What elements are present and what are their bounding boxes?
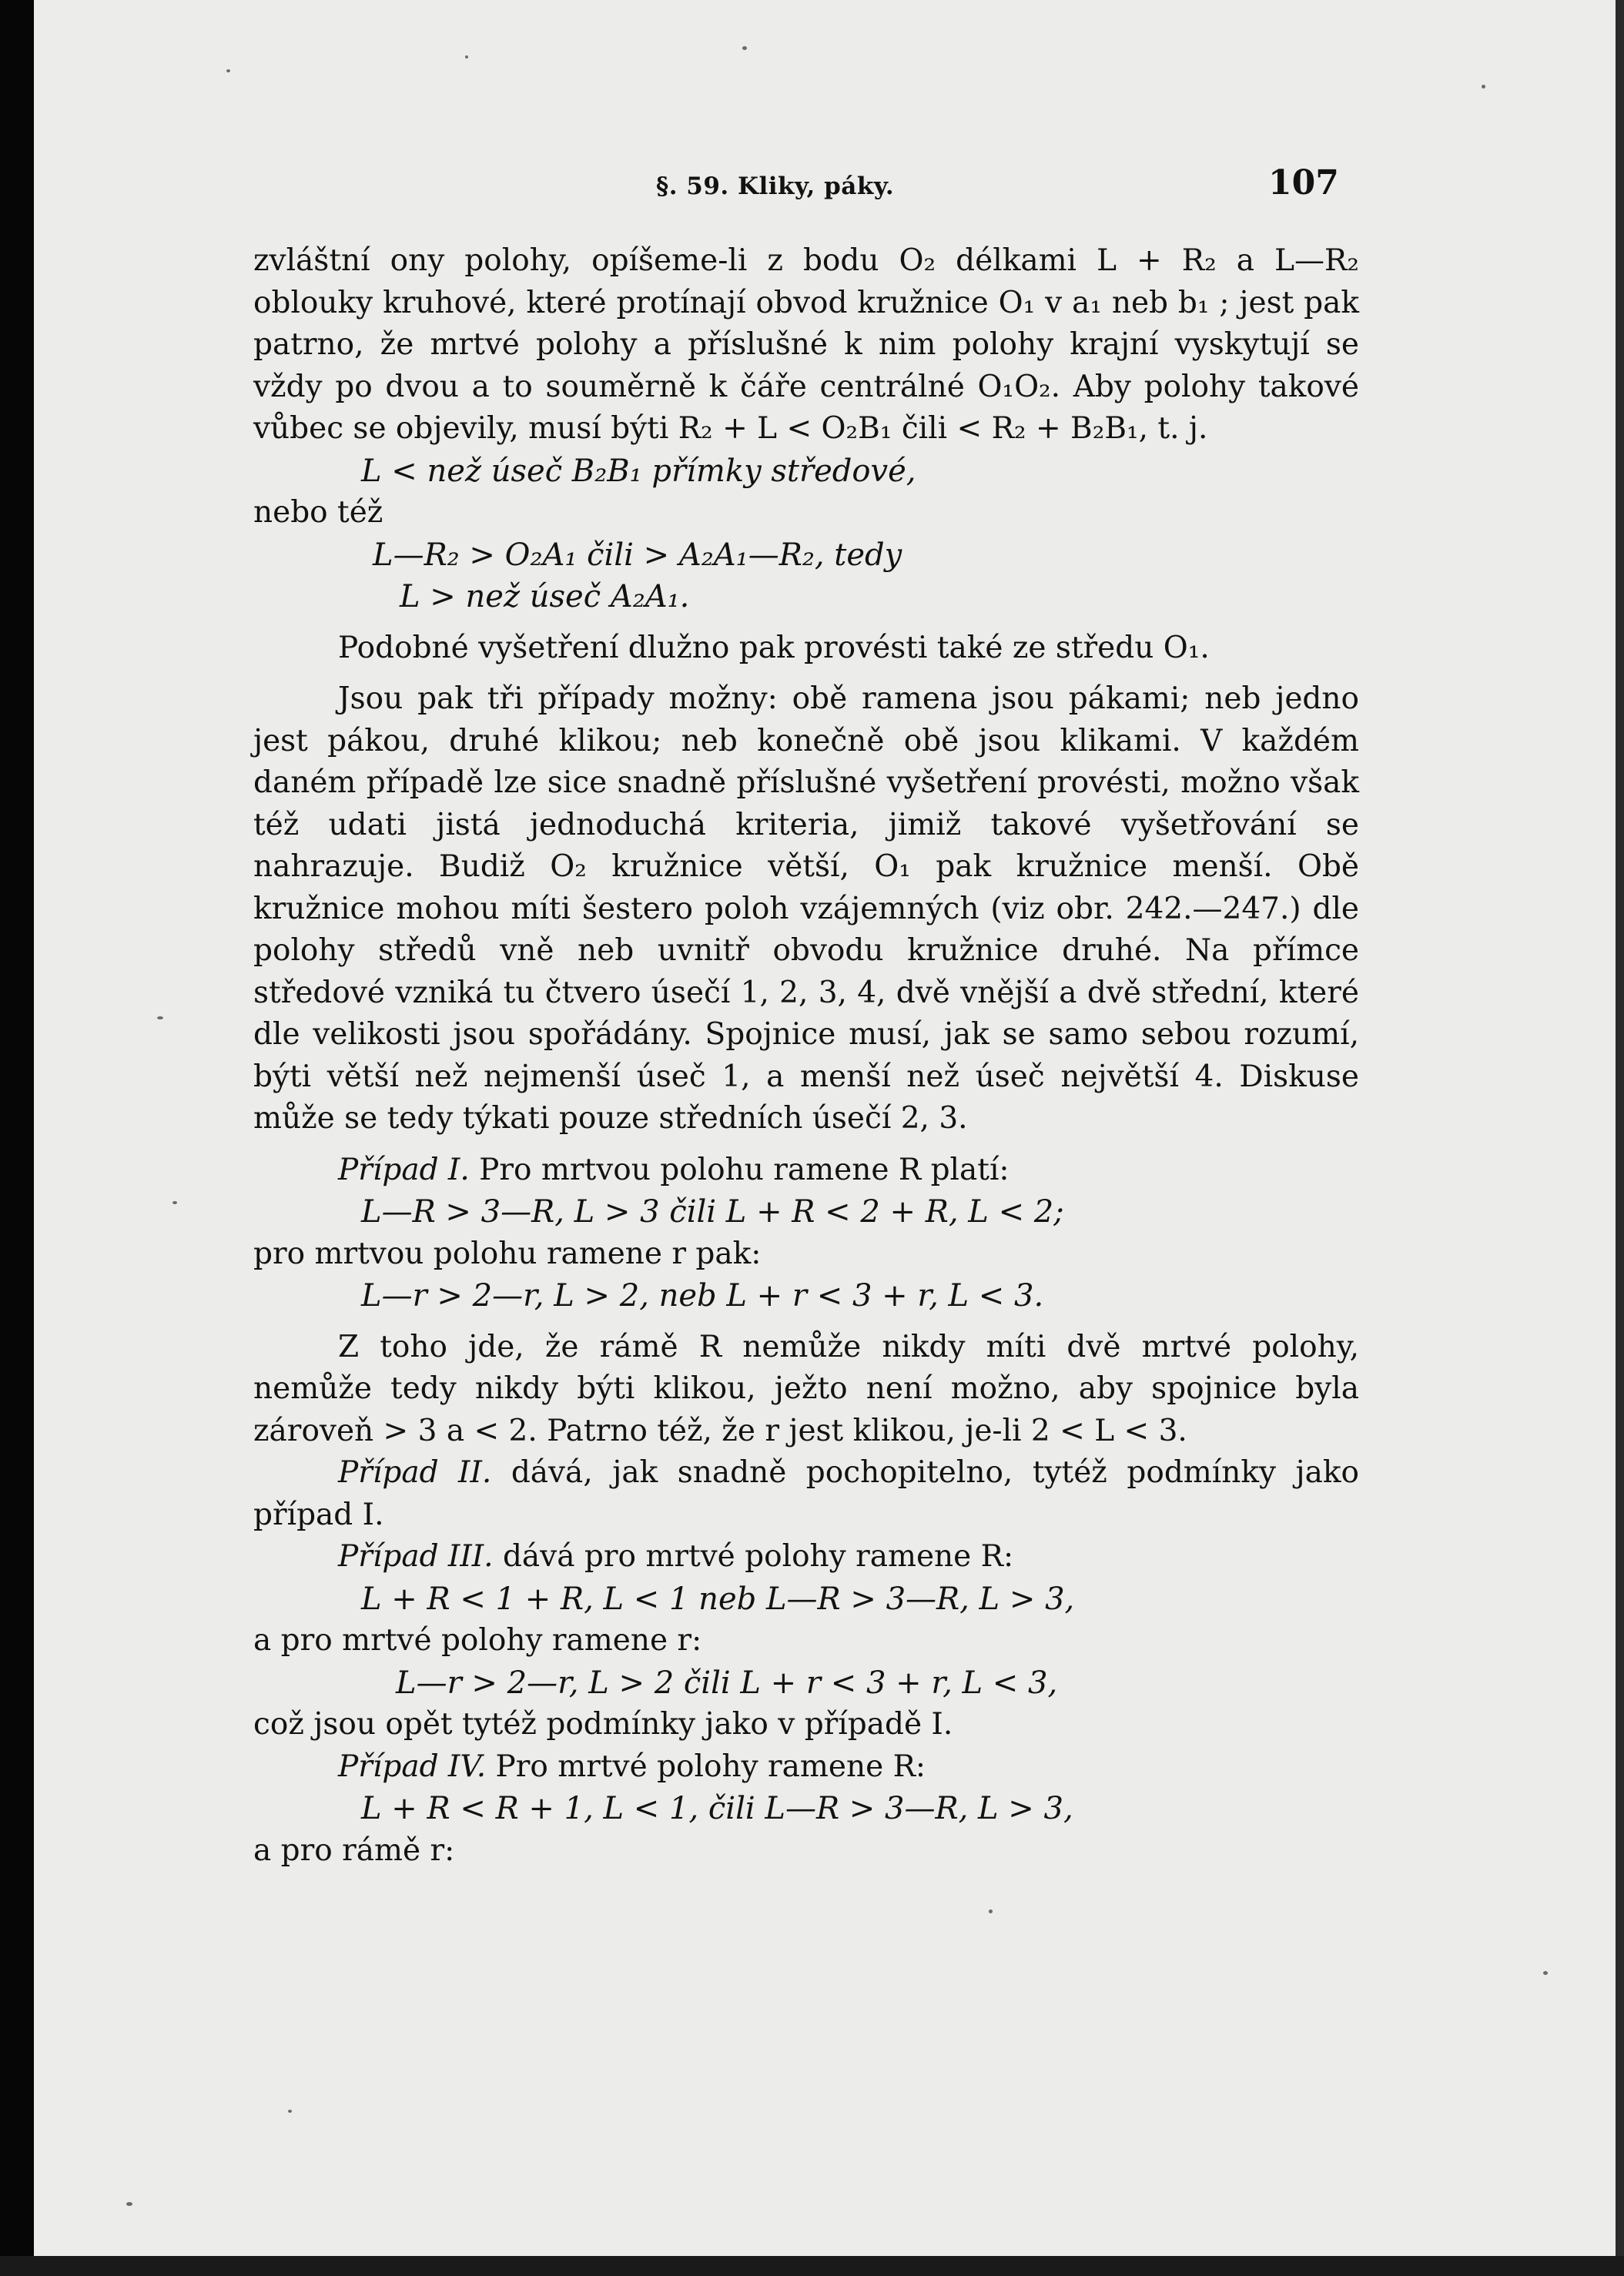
book-page <box>34 0 1616 2256</box>
paragraph-case-2 <box>253 1452 1359 1536</box>
scan-speck <box>226 69 230 72</box>
scan-speck <box>1482 85 1485 89</box>
equation-line: L + R < 1 + R, L < 1 neb L—R > 3—R, L > 3, <box>361 1581 1075 1617</box>
paragraph-case-4 <box>253 1746 1359 1789</box>
paragraph-conclusion: Z toho jde, že rámě R nemůže nikdy míti dvě mrtvé polohy, nemůže tedy nikdy býti klikou, ježto není možno, aby spojnice byla zároveň > 3 a < 2. Patrno též, že r jest klikou, je-li 2 < L < 3. <box>253 1329 1359 1448</box>
paragraph-line: nebo též <box>253 495 383 530</box>
paragraph-line: pro mrtvou polohu ramene r pak: <box>253 1236 762 1271</box>
case-heading: Případ II. <box>338 1455 492 1490</box>
paragraph-similar-examination: Podobné vyšetření dlužno pak provésti také ze středu O₁. <box>338 630 1210 665</box>
page-header <box>34 154 1616 208</box>
equation-line: L + R < R + 1, L < 1, čili L—R > 3—R, L > 3, <box>361 1791 1073 1826</box>
paragraph-case-3 <box>253 1536 1359 1578</box>
paragraph-line: což jsou opět tytéž podmínky jako v případě I. <box>253 1707 953 1742</box>
scan-bottom-border <box>0 2256 1624 2276</box>
case-heading: Případ IV. <box>338 1749 487 1784</box>
scan-left-border <box>0 0 34 2276</box>
running-head: §. 59. Kliky, páky. <box>656 172 895 200</box>
page-body <box>253 240 1359 1872</box>
scan-speck <box>1543 1971 1548 1975</box>
paragraph-line: a pro mrtvé polohy ramene r: <box>253 1623 702 1658</box>
page-number: 107 <box>1268 163 1339 202</box>
scan-speck <box>157 1016 163 1019</box>
scan-speck <box>465 55 468 59</box>
case-heading: Případ III. <box>338 1539 494 1574</box>
paragraph-three-cases: Jsou pak tři případy možny: obě ramena jsou pákami; neb jedno jest pákou, druhé klikou; neb konečně obě jsou klikami. V každém daném případě lze sice snadně příslušné vyšetření provésti, možno však též udati jistá jednoduchá kriteria, jimiž takové vyšetřování se nahrazuje. Budiž O₂ kružnice větší, O₁ pak kružnice menší. Obě kružnice mohou míti šestero poloh vzájemných (viz obr. 242.—247.) dle polohy středů vně neb uvnitř obvodu kružnice druhé. Na přímce středové vzniká tu čtvero úsečí 1, 2, 3, 4, dvě vnější a dvě střední, které dle velikosti jsou spořádány. Spojnice musí, jak se samo sebou rozumí, býti větší než nejmenší úseč 1, a menší než úseč největší 4. Diskuse může se tedy týkati pouze středních úsečí 2, 3. <box>253 681 1359 1136</box>
case-text: dává, jak snadně pochopitelno, tytéž podmínky jako případ I. <box>253 1455 1359 1532</box>
equation-line: L—r > 2—r, L > 2, neb L + r < 3 + r, L < 3. <box>361 1278 1044 1314</box>
equation-line: L—r > 2—r, L > 2 čili L + r < 3 + r, L < 3, <box>396 1665 1058 1701</box>
paragraph-line: a pro rámě r: <box>253 1833 455 1868</box>
case-text: dává pro mrtvé polohy ramene R: <box>502 1539 1014 1574</box>
paragraph-dead-positions: zvláštní ony polohy, opíšeme-li z bodu O₂ délkami L + R₂ a L—R₂ oblouky kruhové, které protínají obvod kružnice O₁ v a₁ neb b₁ ; jest pak patrno, že mrtvé polohy a příslušné k nim polohy krajní vyskytují se vždy po dvou a to souměrně k čáře centrálné O₁O₂. Aby polohy takové vůbec se objevily, musí býti R₂ + L < O₂B₁ čili < R₂ + B₂B₁, t. j. <box>253 243 1359 446</box>
equation-line: L < než úseč B₂B₁ přímky středové, <box>361 453 916 489</box>
equation-line: L > než úseč A₂A₁. <box>400 579 690 614</box>
scan-speck <box>742 46 747 50</box>
scan-right-border <box>1616 0 1624 2276</box>
equation-line: L—R₂ > O₂A₁ čili > A₂A₁—R₂, tedy <box>373 537 902 573</box>
scan-speck <box>288 2110 292 2113</box>
case-text: Pro mrtvou polohu ramene R platí: <box>479 1152 1010 1187</box>
scan-speck <box>989 1909 993 1913</box>
case-text: Pro mrtvé polohy ramene R: <box>495 1749 926 1784</box>
paragraph-case-1 <box>253 1150 1359 1192</box>
scan-speck <box>172 1201 177 1204</box>
equation-line: L—R > 3—R, L > 3 čili L + R < 2 + R, L < 2; <box>361 1194 1064 1230</box>
scan-speck <box>126 2202 132 2206</box>
case-heading: Případ I. <box>338 1152 470 1187</box>
